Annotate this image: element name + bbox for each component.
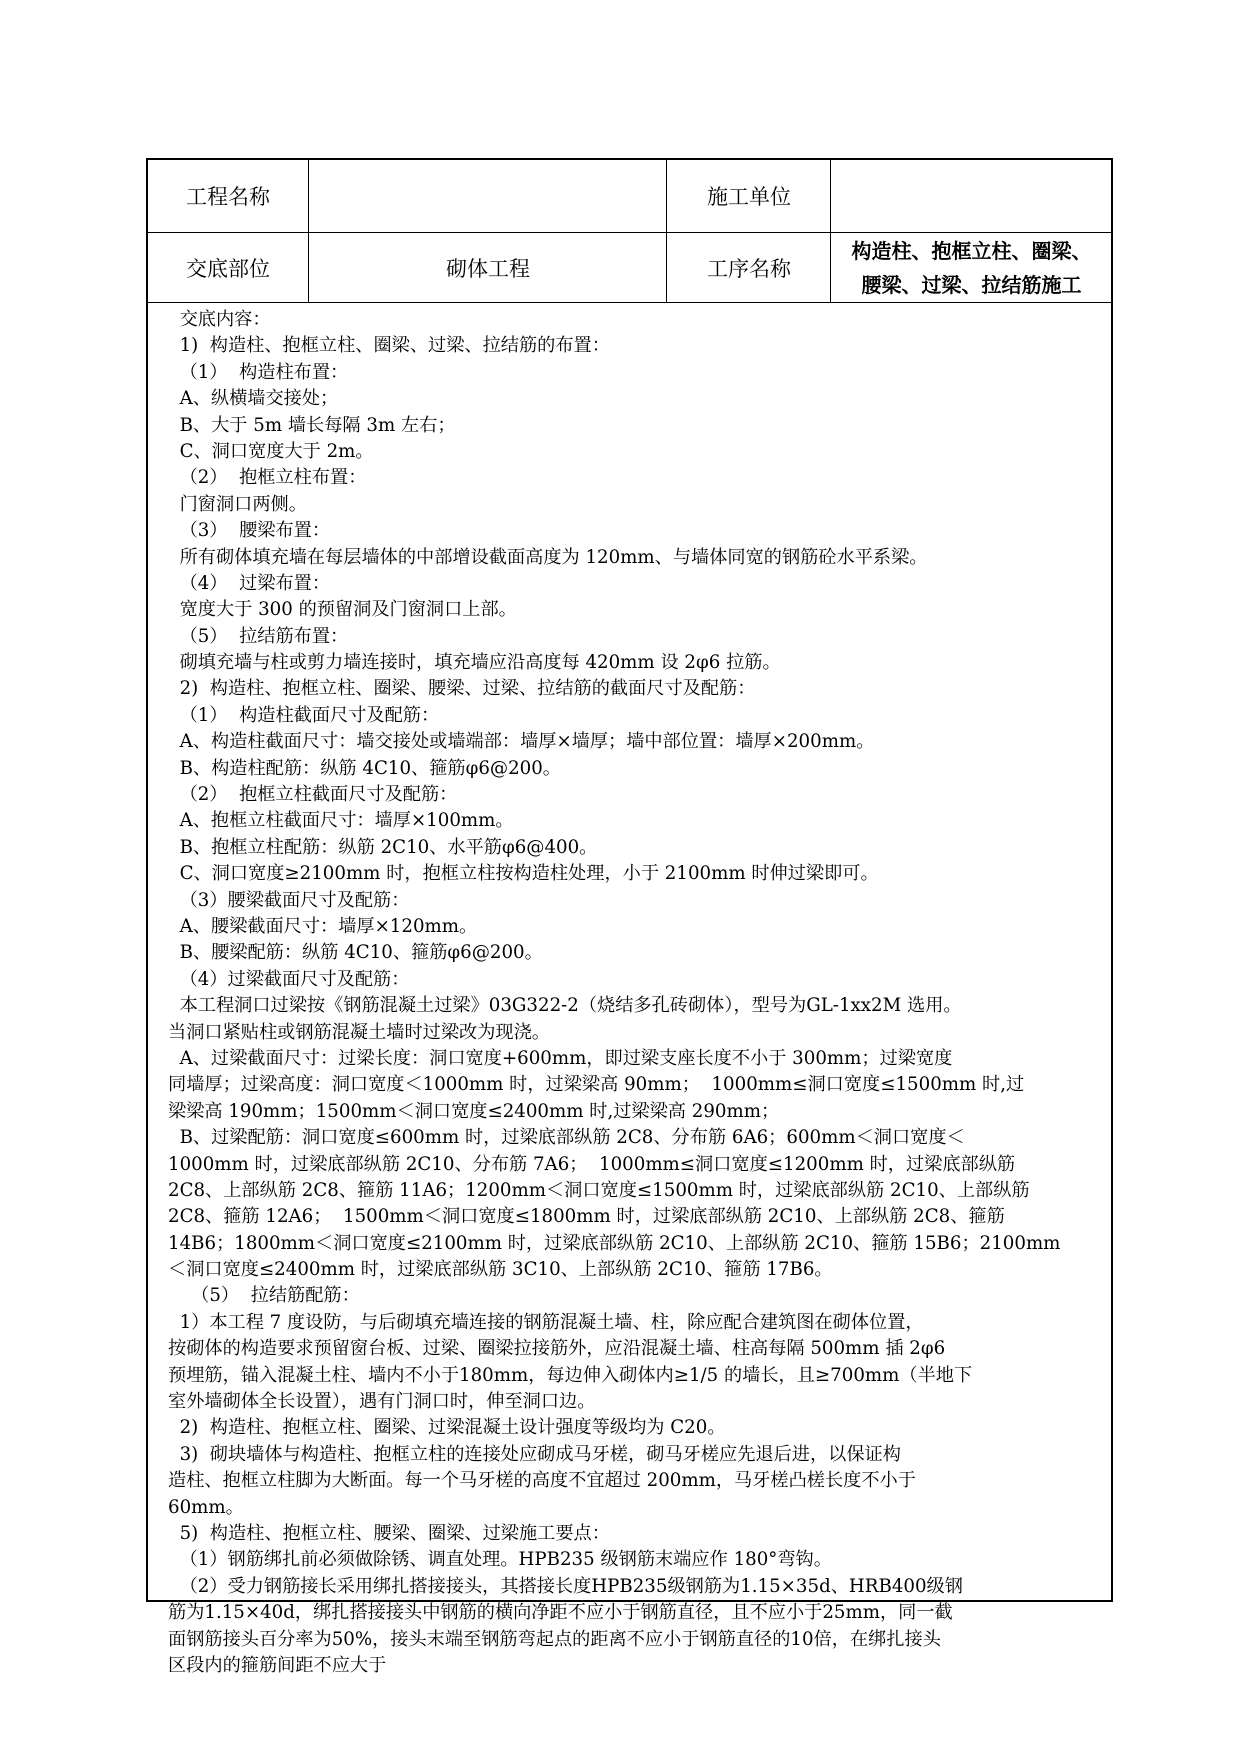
project-name-label: 工程名称 (186, 185, 270, 209)
content-line: A、纵横墙交接处； (168, 388, 339, 410)
content-line: 按砌体的构造要求预留窗台板、过梁、圈梁拉接筋外，应沿混凝土墙、柱高每隔 500mm 插 2φ6 (168, 1338, 946, 1360)
content-line: 当洞口紧贴柱或钢筋混凝土墙时过梁改为现浇。 (168, 1021, 550, 1043)
contractor-label: 施工单位 (707, 185, 791, 209)
content-line: （1）钢筋绑扎前必须做除锈、调直处理。HPB235 级钢筋末端应作 180°弯钩。 (168, 1549, 832, 1571)
content-line: C、洞口宽度≥2100mm 时，抱框立柱按构造柱处理，小于 2100mm 时伸过梁即可。 (168, 863, 879, 885)
content-line: 门窗洞口两侧。 (168, 493, 307, 515)
location-label: 交底部位 (186, 257, 270, 281)
content-line: 筋为1.15×40d，绑扎搭接接头中钢筋的横向净距不应小于钢筋直径，且不应小于25mm，同一截 (168, 1602, 953, 1624)
process-label: 工序名称 (707, 257, 791, 281)
location-value: 砌体工程 (446, 257, 530, 281)
content-line: B、大于 5m 墙长每隔 3m 左右； (168, 414, 456, 436)
content-line: 5) 构造柱、抱框立柱、腰梁、圈梁、过梁施工要点： (168, 1522, 610, 1544)
col-divider (308, 160, 309, 303)
content-line: （4）过梁截面尺寸及配筋： (168, 968, 410, 990)
content-line: C、洞口宽度大于 2m。 (168, 440, 374, 462)
content-line: 14B6；1800mm＜洞口宽度≤2100mm 时，过梁底部纵筋 2C10、上部纵筋 2C10、箍筋 15B6；2100mm (168, 1232, 1061, 1254)
content-line: （2） 抱框立柱布置： (168, 467, 367, 489)
content-line: 1000mm 时，过梁底部纵筋 2C10、分布筋 7A6； 1000mm≤洞口宽度≤1200mm 时，过梁底部纵筋 (168, 1153, 1016, 1175)
content-line: （5） 拉结筋配筋： (168, 1285, 360, 1307)
process-value-line1: 构造柱、抱框立柱、圈梁、 (851, 239, 1092, 263)
content-line: 梁梁高 190mm；1500mm＜洞口宽度≤2400mm 时,过梁梁高 290mm； (168, 1100, 780, 1122)
content-line: 2) 构造柱、抱框立柱、圈梁、腰梁、过梁、拉结筋的截面尺寸及配筋： (168, 678, 756, 700)
content-line: 60mm。 (168, 1496, 244, 1518)
content-line: （4） 过梁布置： (168, 572, 331, 594)
content-line: （2） 抱框立柱截面尺寸及配筋： (168, 784, 458, 806)
content-line: 3) 砌块墙体与构造柱、抱框立柱的连接处应砌成马牙槎，砌马牙槎应先退后进，以保证构 (168, 1443, 901, 1465)
content-line: B、抱框立柱配筋：纵筋 2C10、水平筋φ6@400。 (168, 836, 598, 858)
col-divider (830, 160, 831, 303)
content-line: （1） 构造柱截面尺寸及配筋： (168, 704, 440, 726)
content-line: （3） 腰梁布置： (168, 520, 331, 542)
content-line: 预埋筋，锚入混凝土柱、墙内不小于180mm，每边伸入砌体内≥1/5 的墙长，且≥700mm（半地下 (168, 1364, 973, 1386)
content-line: 2C8、箍筋 12A6； 1500mm＜洞口宽度≤1800mm 时，过梁底部纵筋 2C10、上部纵筋 2C8、箍筋 (168, 1206, 1005, 1228)
content-line: B、构造柱配筋：纵筋 4C10、箍筋φ6@200。 (168, 757, 561, 779)
content-line: 造柱、抱框立柱脚为大断面。每一个马牙槎的高度不宜超过 200mm，马牙槎凸槎长度不小于 (168, 1470, 916, 1492)
content-line: 交底内容： (168, 309, 271, 330)
content-line: ＜洞口宽度≤2400mm 时，过梁底部纵筋 3C10、上部纵筋 2C10、箍筋 17B6。 (168, 1259, 833, 1281)
content-line: 砌填充墙与柱或剪力墙连接时，填充墙应沿高度每 420mm 设 2φ6 拉筋。 (168, 652, 781, 674)
content-line: 1）本工程 7 度设防，与后砌填充墙连接的钢筋混凝土墙、柱，除应配合建筑图在砌体位置， (168, 1311, 924, 1333)
content-line: 同墙厚；过梁高度：洞口宽度＜1000mm 时，过梁梁高 90mm； 1000mm≤洞口宽度≤1500mm 时,过 (168, 1074, 1025, 1096)
content-line: 区段内的箍筋间距不应大于 (168, 1654, 387, 1676)
content-line: B、腰梁配筋：纵筋 4C10、箍筋φ6@200。 (168, 942, 543, 964)
content-line: 所有砌体填充墙在每层墙体的中部增设截面高度为 120mm、与墙体同宽的钢筋砼水平系梁。 (168, 546, 928, 568)
content-line: （2）受力钢筋接长采用绑扎搭接接头，其搭接长度HPB235级钢筋为1.15×35d、HRB400级钢 (168, 1575, 963, 1597)
content-line: 2C8、上部纵筋 2C8、箍筋 11A6；1200mm＜洞口宽度≤1500mm 时，过梁底部纵筋 2C10、上部纵筋 (168, 1179, 1030, 1201)
content-line: （1） 构造柱布置： (168, 361, 349, 383)
content-line: 宽度大于 300 的预留洞及门窗洞口上部。 (168, 599, 517, 621)
process-value-line2: 腰梁、过梁、拉结筋施工 (861, 273, 1082, 297)
content-line: A、抱框立柱截面尺寸：墙厚×100mm。 (168, 810, 514, 832)
content-line: A、腰梁截面尺寸：墙厚×120mm。 (168, 915, 478, 937)
content-line: A、过梁截面尺寸：过梁长度：洞口宽度+600mm，即过梁支座长度不小于 300mm；过梁宽度 (168, 1047, 953, 1069)
process-value (832, 233, 1111, 303)
content-line: 1) 构造柱、抱框立柱、圈梁、过梁、拉结筋的布置： (168, 335, 610, 357)
content-line: 室外墙砌体全长设置），遇有门洞口时，伸至洞口边。 (168, 1391, 596, 1413)
col-divider (666, 160, 667, 303)
project-name-value[interactable] (310, 160, 666, 232)
content-line: （5） 拉结筋布置： (168, 625, 349, 647)
content-line: 本工程洞口过梁按《钢筋混凝土过梁》03G322-2（烧结多孔砖砌体），型号为GL-1xx2M 选用。 (168, 995, 962, 1017)
content-line: 2) 构造柱、抱框立柱、圈梁、过梁混凝土设计强度等级均为 C20。 (168, 1417, 726, 1439)
content-line: A、构造柱截面尺寸：墙交接处或墙端部：墙厚×墙厚；墙中部位置：墙厚×200mm。 (168, 731, 875, 753)
content-line: B、过梁配筋：洞口宽度≤600mm 时，过梁底部纵筋 2C8、分布筋 6A6；600mm＜洞口宽度＜ (168, 1127, 965, 1149)
disclosure-form (146, 158, 1113, 1676)
content-line: 面钢筋接头百分率为50%，接头末端至钢筋弯起点的距离不应小于钢筋直径的10倍，在绑扎接头 (168, 1628, 941, 1650)
disclosure-content (148, 304, 1111, 1676)
contractor-value[interactable] (832, 160, 1111, 232)
content-line: （3）腰梁截面尺寸及配筋： (168, 889, 410, 911)
